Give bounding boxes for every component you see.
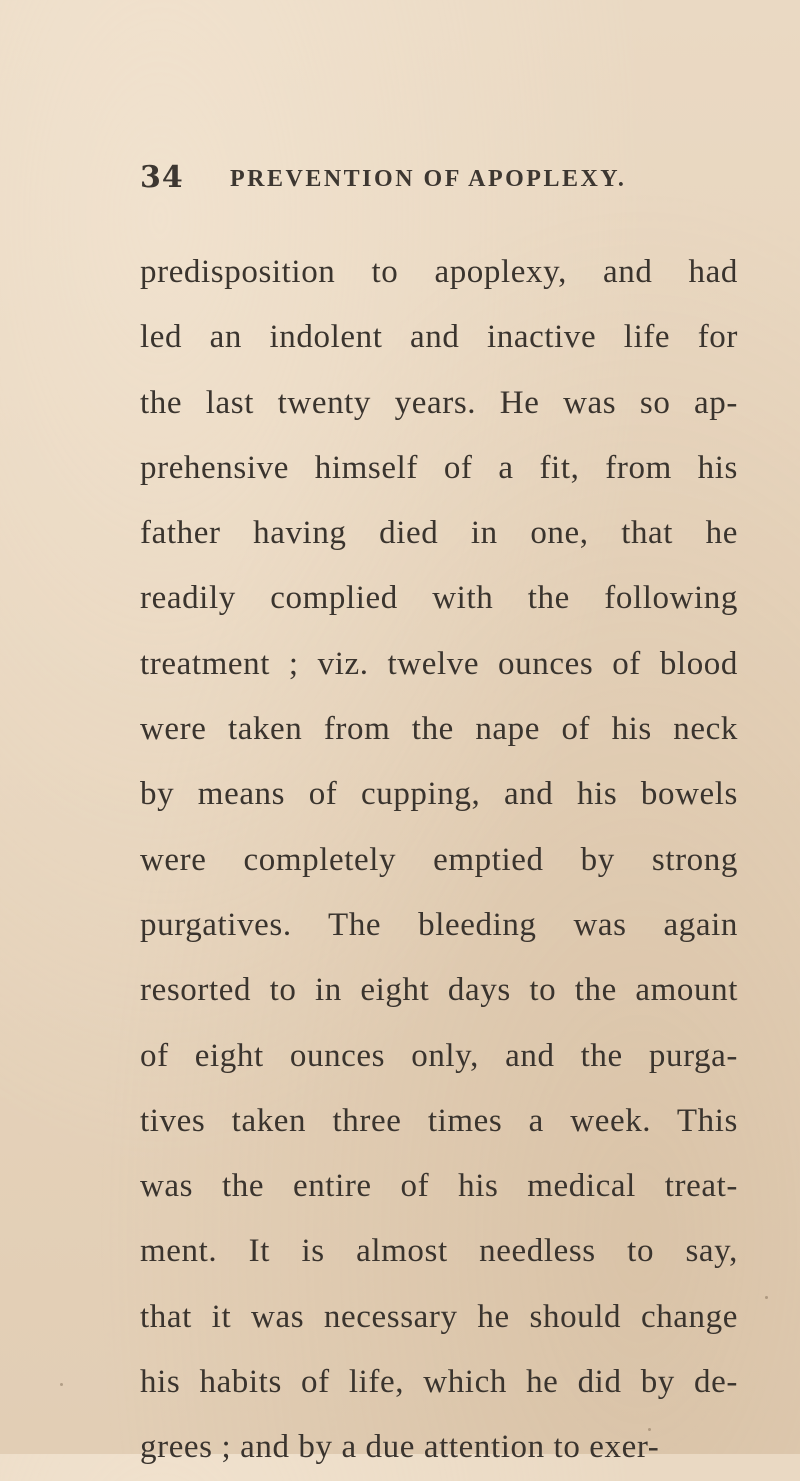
text-line: purgatives. The bleeding was again xyxy=(140,906,738,943)
running-head: PREVENTION OF APOPLEXY. xyxy=(230,166,627,192)
text-line: father having died in one, that he xyxy=(140,515,738,552)
paper-speck xyxy=(765,1296,768,1299)
text-line: of eight ounces only, and the purga- xyxy=(140,1037,738,1074)
text-line: treatment ; viz. twelve ounces of blood xyxy=(140,645,738,682)
text-line: tives taken three times a week. This xyxy=(140,1102,738,1139)
page-header xyxy=(140,160,740,210)
text-line: by means of cupping, and his bowels xyxy=(140,776,738,813)
text-line: were completely emptied by strong xyxy=(140,841,738,878)
text-line: his habits of life, which he did by de- xyxy=(140,1364,738,1401)
text-line: prehensive himself of a fit, from his xyxy=(140,449,738,486)
text-line: the last twenty years. He was so ap- xyxy=(140,384,738,421)
text-line: led an indolent and inactive life for xyxy=(140,319,738,356)
text-line: predisposition to apoplexy, and had xyxy=(140,254,738,290)
body-text xyxy=(140,240,738,1481)
text-line: readily complied with the following xyxy=(140,580,738,617)
text-line: ment. It is almost needless to say, xyxy=(140,1233,738,1270)
text-line: resorted to in eight days to the amount xyxy=(140,972,738,1009)
page-number: 34 xyxy=(140,160,184,195)
text-line: was the entire of his medical treat- xyxy=(140,1168,738,1205)
paper-speck xyxy=(60,1383,63,1386)
text-line: that it was necessary he should change xyxy=(140,1298,738,1335)
text-line: were taken from the nape of his neck xyxy=(140,711,738,748)
text-line: grees ; and by a due attention to exer- xyxy=(140,1429,660,1466)
paper-speck xyxy=(648,1428,651,1431)
